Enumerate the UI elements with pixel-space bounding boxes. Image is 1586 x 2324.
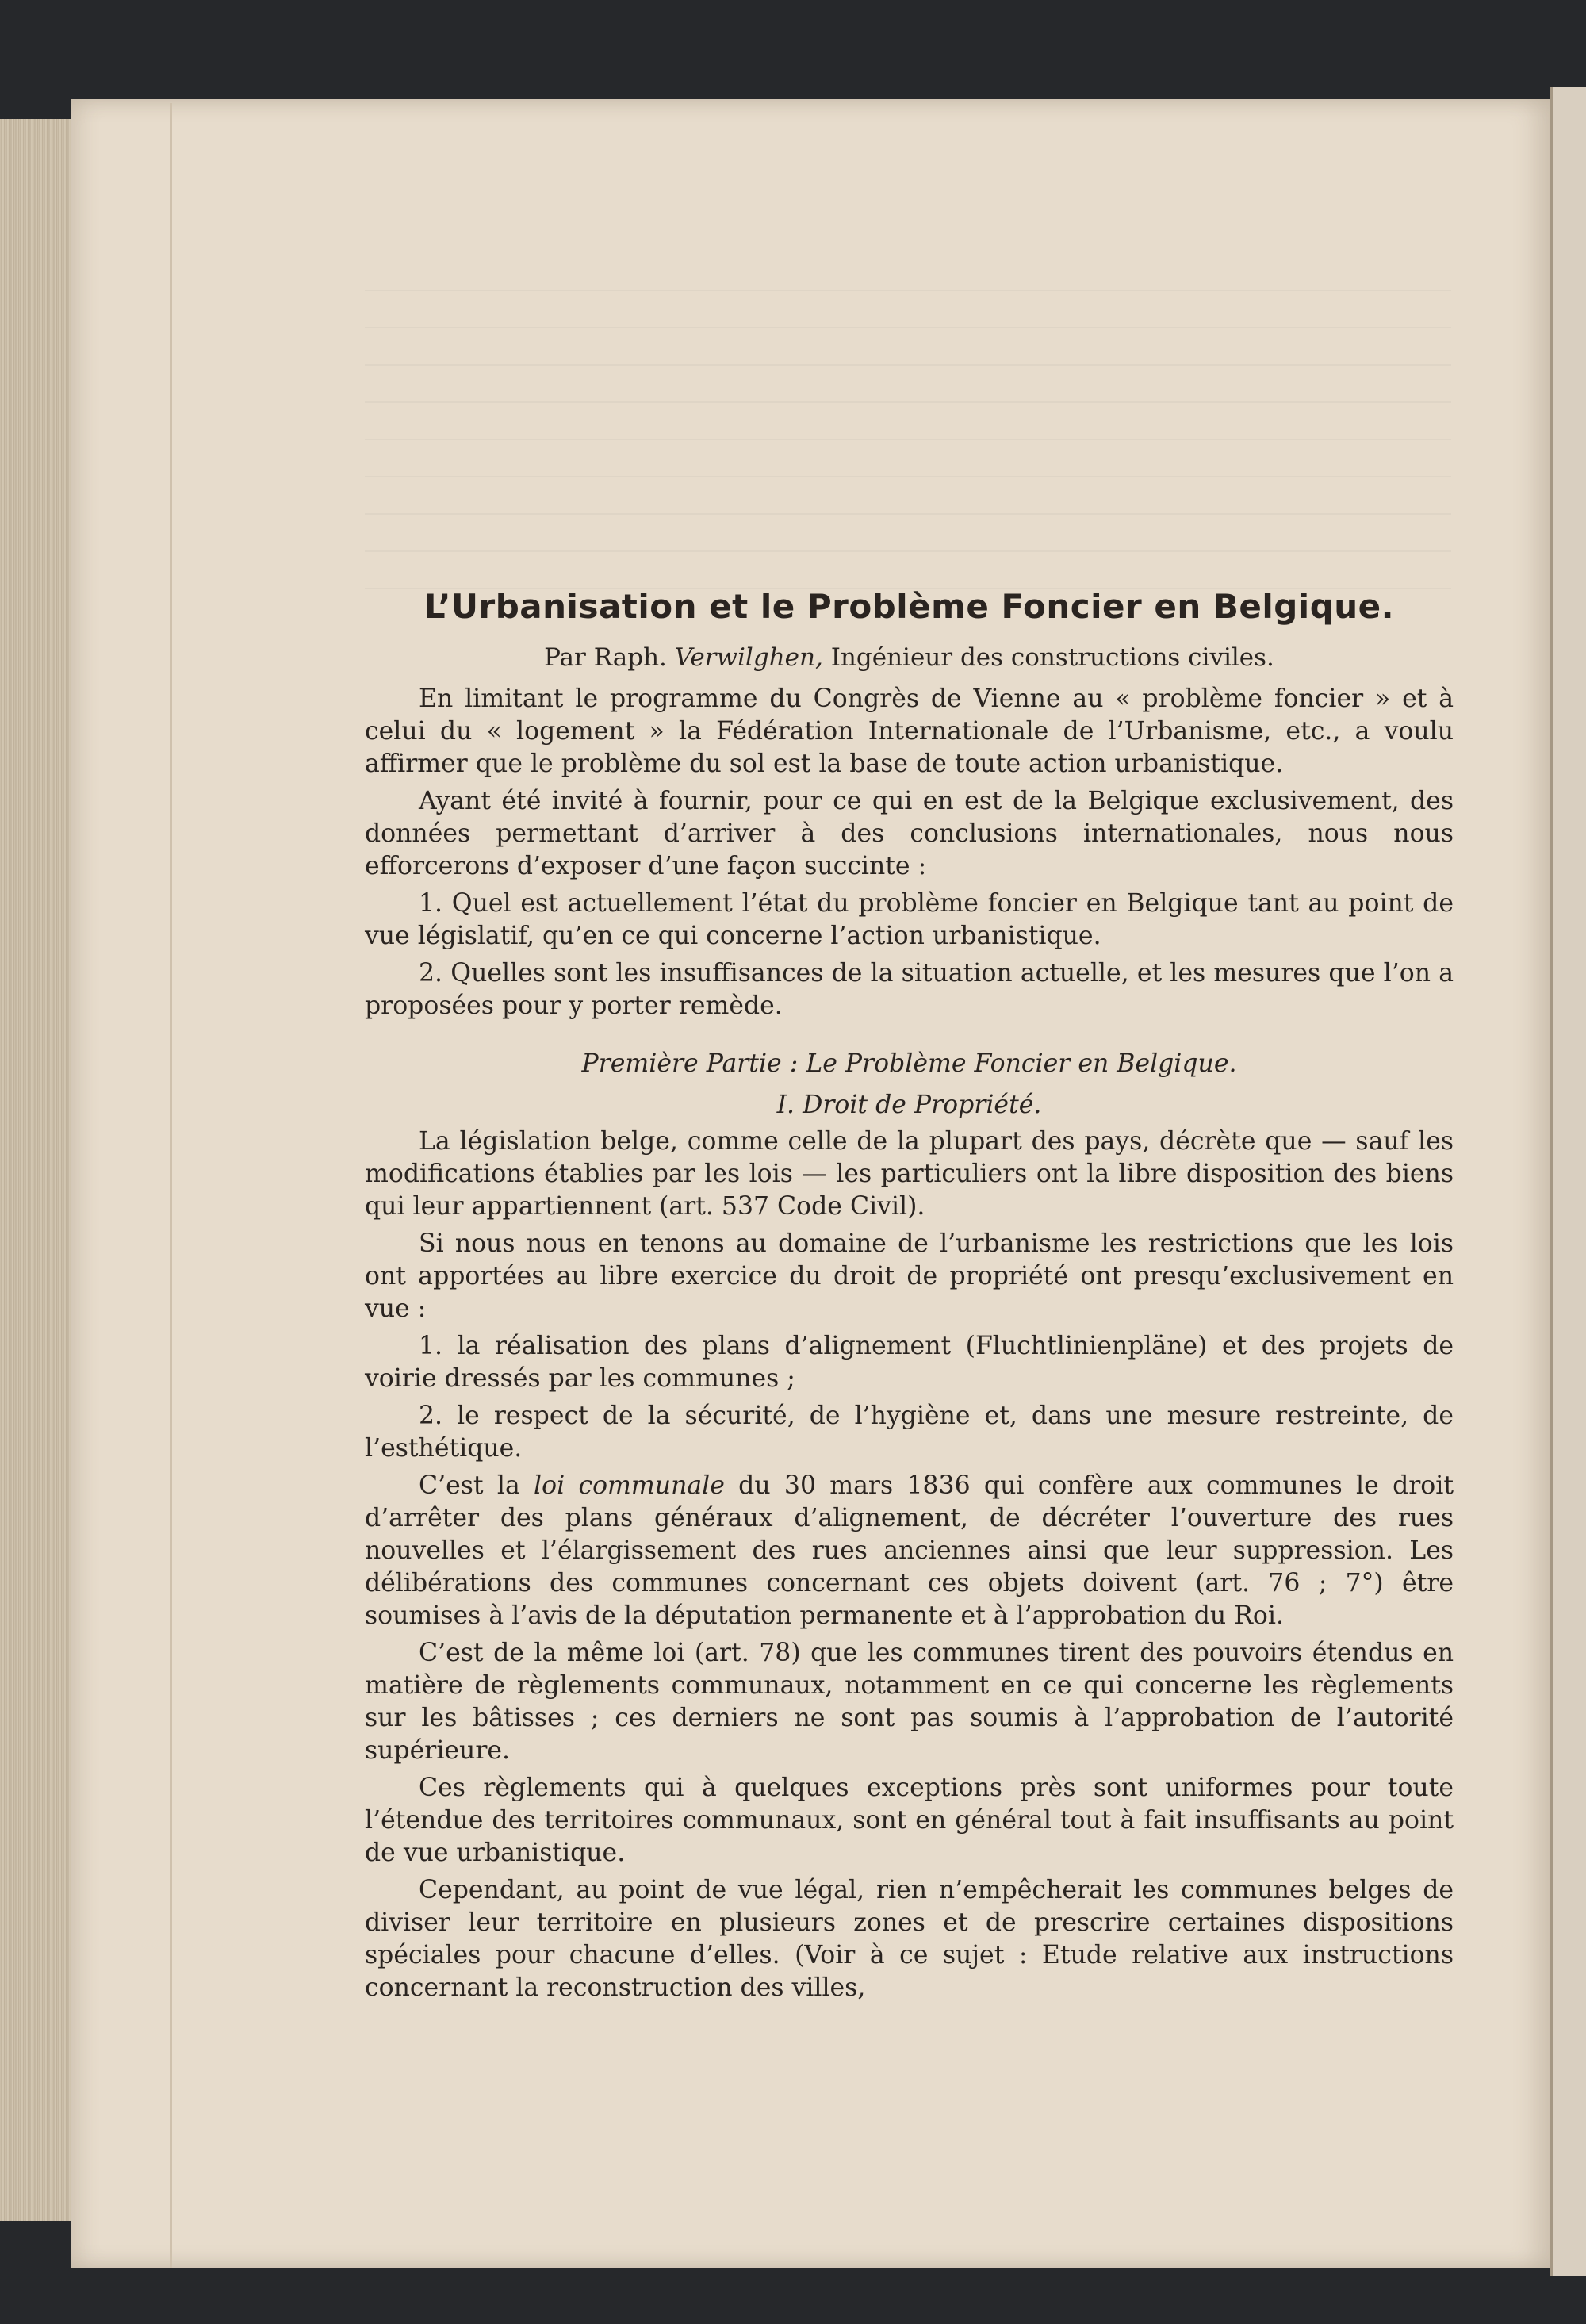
loi-text-after: du 30 mars 1836 qui confère aux communes le droit d’arrêter des plans généraux d’alignement, de décréter l’ouverture des rues nouvelles et l’élargissement des rues anciennes ainsi que leur suppression. Les délibérations des communes concernant ces objets doivent (art. 76 ; 7°) être soumises à l’avis de la députation permanente et à l’approbation du Roi. [365,1471,1454,1630]
book-page-edges [0,119,75,2221]
body-paragraph: C’est de la même loi (art. 78) que les communes tirent des pouvoirs étendus en matière de règlements communaux, notamment en ce qui concerne les règlements sur les bâtisses ; ces derniers ne sont pas soumis à l’approbation de l’autorité supérieure. [365,1639,1454,1765]
body-paragraph: Ces règlements qui à quelques exceptions près sont uniformes pour toute l’étendue des territoires communaux, sont en général tout à fait insuffisants au point de vue urbanistique. [365,1774,1454,1867]
bleed-through-text [365,254,1451,589]
body-list-item: 1. la réalisation des plans d’alignement (Fluchtlinienpläne) et des projets de voirie dressés par les communes ; [365,1332,1454,1393]
byline-prefix: Par Raph. [544,643,667,672]
subsection-heading: I. Droit de Propriété. [776,1091,1042,1119]
intro-paragraph: En limitant le programme du Congrès de Vienne au « problème foncier » et à celui du « logement » la Fédération Internationale de l’Urbanisme, etc., a voulu affirmer que le problème du sol est la base de toute action urbanistique. [365,685,1454,778]
byline-author: Verwilghen, [674,643,823,672]
body-paragraph: La législation belge, comme celle de la plupart des pays, décrète que — sauf les modifications établies par les lois — les particuliers ont la libre disposition des biens qui leur appartiennent (art. 537 Code Civil). [365,1127,1454,1221]
article [365,583,1454,2009]
loi-text-before: C’est la [419,1471,534,1500]
body-list-item: 2. le respect de la sécurité, de l’hygiène et, dans une mesure restreinte, de l’esthétique. [365,1402,1454,1463]
loi-communale-paragraph [365,1470,1454,1632]
body-paragraph: Cependant, au point de vue légal, rien n’empêcherait les communes belges de diviser leur territoire en plusieurs zones et de prescrire certaines dispositions spéciales pour chacune d’elles. (Voir à ce sujet : Etude relative aux instructions concernant la reconstruction des villes, [365,1876,1454,2002]
article-title: L’Urbanisation et le Problème Foncier en Belgique. [423,587,1395,626]
byline [365,640,1454,675]
intro-paragraph: Ayant été invité à fournir, pour ce qui en est de la Belgique exclusivement, des données permettant d’arriver à des conclusions internationales, nous nous efforcerons d’exposer d’une façon succinte : [365,787,1454,880]
loi-communale-emphasis: loi communale [534,1471,725,1500]
section-heading: Première Partie : Le Problème Foncier en Belgique. [581,1049,1237,1078]
intro-list-item: 2. Quelles sont les insuffisances de la situation actuelle, et les mesures que l’on a proposées pour y porter remède. [365,959,1454,1020]
body-paragraph: Si nous nous en tenons au domaine de l’urbanisme les restrictions que les lois ont apportées au libre exercice du droit de propriété ont presqu’exclusivement en vue : [365,1229,1454,1323]
byline-suffix: Ingénieur des constructions civiles. [830,643,1274,672]
intro-list-item: 1. Quel est actuellement l’état du problème foncier en Belgique tant au point de vue législatif, qu’en ce qui concerne l’action urbanistique. [365,889,1454,950]
book-page-right-edge [1550,87,1586,2276]
